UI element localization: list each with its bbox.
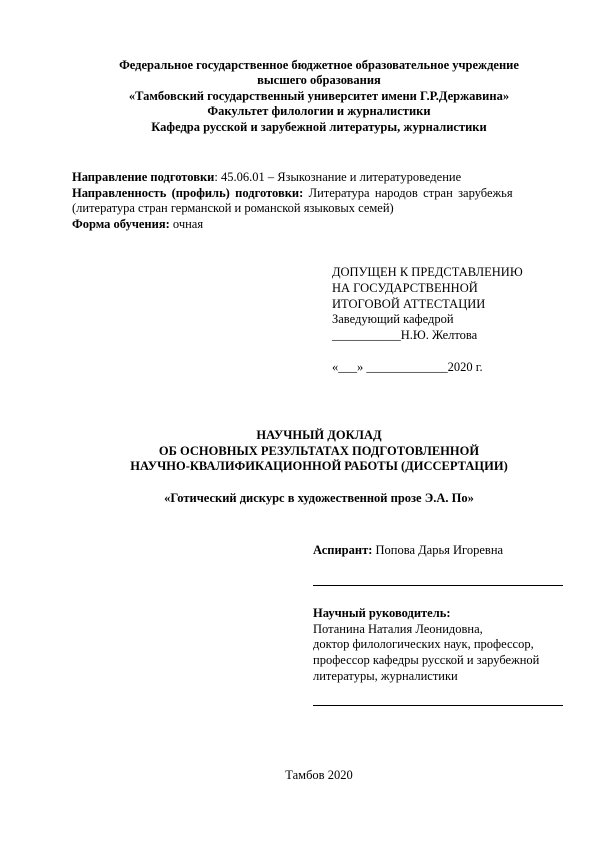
approval-line-4: Заведующий кафедрой [332, 312, 454, 327]
supervisor-line-4: литературы, журналистики [313, 668, 458, 683]
student-label: Аспирант: [313, 543, 373, 557]
direction-row [72, 170, 566, 186]
student-signature-line [313, 585, 563, 586]
approval-line-2: НА ГОСУДАРСТВЕННОЙ [332, 280, 478, 295]
supervisor-signature-line [313, 705, 563, 706]
supervisor-line-2: доктор филологических наук, профессор, [313, 637, 534, 652]
supervisor-line-3: профессор кафедры русской и зарубежной [313, 653, 540, 668]
form-label: Форма обучения: [72, 216, 170, 231]
profile-row [72, 186, 566, 202]
institution-header [72, 58, 566, 135]
report-topic: «Готический дискурс в художественной прозе Э.А. По» [164, 490, 474, 505]
title-line-2: ОБ ОСНОВНЫХ РЕЗУЛЬТАТАХ ПОДГОТОВЛЕННОЙ [158, 443, 480, 458]
form-row [72, 217, 566, 233]
header-line-3: «Тамбовский государственный университет имени Г.Р.Державина» [128, 88, 510, 103]
header-line-1: Федеральное государственное бюджетное образовательное учреждение [119, 58, 519, 72]
profile-label: Направленность (профиль) подготовки: [72, 185, 304, 200]
approval-signature-line: ___________Н.Ю. Желтова [332, 328, 478, 343]
direction-label: Направление подготовки [72, 170, 215, 184]
student-row [313, 543, 565, 559]
direction-value: : 45.06.01 – Языкознание и литературоведение [214, 170, 462, 184]
profile-value-1: Литература народов стран зарубежья [303, 185, 513, 200]
title-line-1: НАУЧНЫЙ ДОКЛАД [256, 428, 382, 442]
approval-block [332, 265, 572, 376]
profile-value-2: (литература стран германской и романской языковых семей) [72, 201, 394, 216]
student-name: Попова Дарья Игоревна [372, 543, 504, 557]
header-line-5: Кафедра русской и зарубежной литературы, журналистики [151, 119, 487, 134]
header-line-4: Факультет филологии и журналистики [207, 104, 431, 119]
program-info [72, 170, 566, 232]
approval-line-3: ИТОГОВОЙ АТТЕСТАЦИИ [332, 296, 486, 311]
form-value: очная [169, 216, 204, 231]
report-title [72, 428, 566, 506]
approval-date-line: «___» _____________2020 г. [332, 359, 483, 374]
signatories-block [313, 543, 565, 706]
header-line-2: высшего образования [257, 73, 381, 88]
supervisor-label: Научный руководитель: [313, 605, 451, 620]
approval-line-1: ДОПУЩЕН К ПРЕДСТАВЛЕНИЮ [332, 265, 523, 279]
title-line-3: НАУЧНО-КВАЛИФИКАЦИОННОЙ РАБОТЫ (ДИССЕРТАЦИИ) [130, 459, 508, 474]
city-year: Тамбов 2020 [285, 768, 353, 782]
supervisor-line-1: Потанина Наталия Леонидовна, [313, 621, 483, 636]
